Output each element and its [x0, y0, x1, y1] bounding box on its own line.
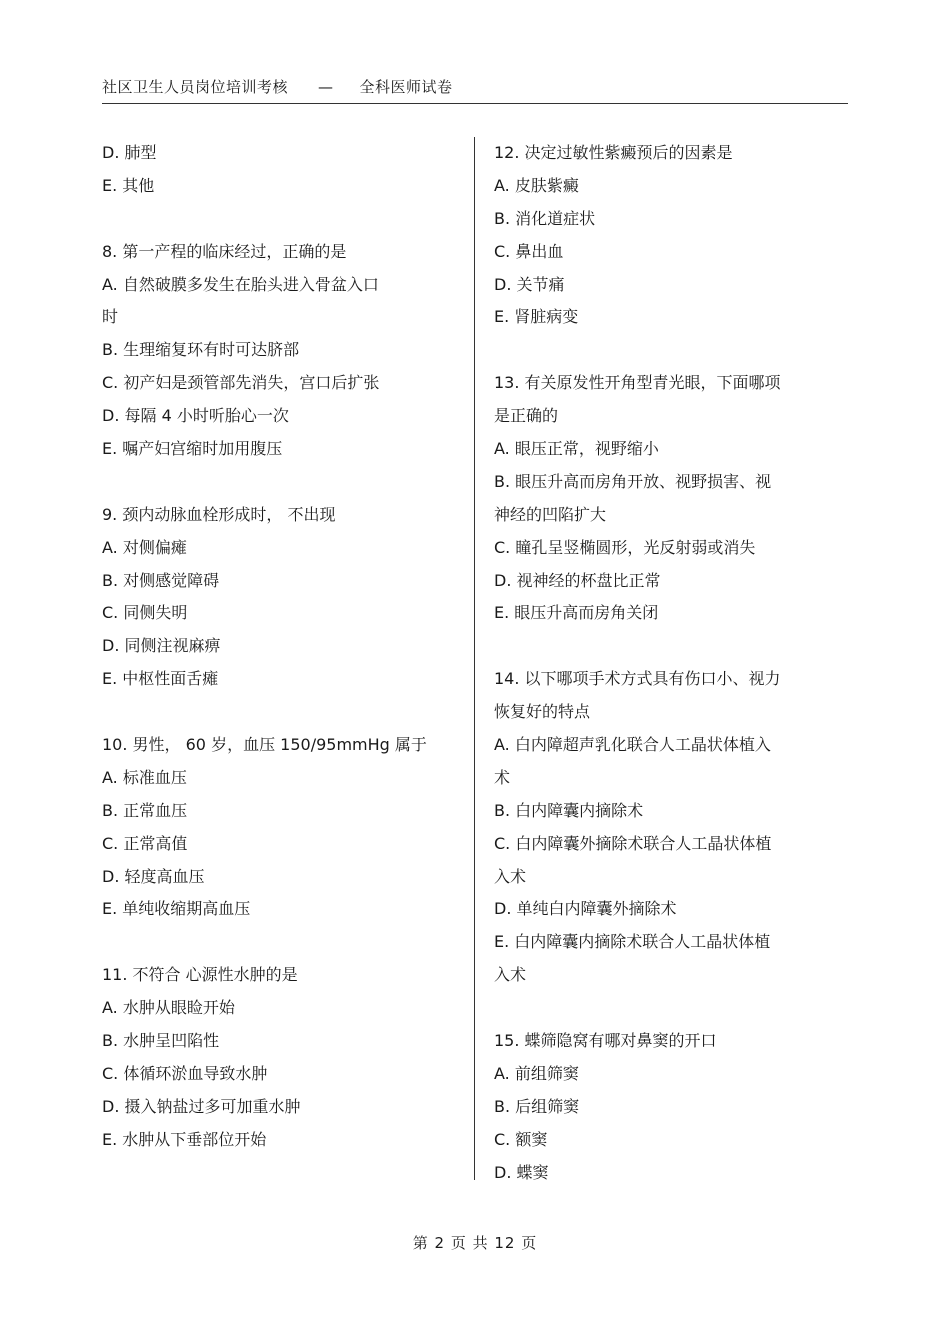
question-line: 术: [494, 767, 511, 787]
column-divider: [474, 137, 475, 1180]
question-line: B. 眼压升高而房角开放、视野损害、视: [494, 471, 772, 491]
header-rule: [102, 103, 848, 104]
question-line: A. 自然破膜多发生在胎头进入骨盆入口: [102, 274, 379, 294]
question-line: E. 单纯收缩期高血压: [102, 899, 251, 919]
question-line: 是正确的: [494, 406, 559, 426]
question-line: D. 蝶窦: [494, 1162, 549, 1182]
blank-spacer: [102, 926, 462, 959]
question-line: A. 水肿从眼睑开始: [102, 998, 235, 1018]
question-line: D. 轻度高血压: [102, 866, 205, 886]
question-line: 时: [102, 307, 119, 327]
question-line: E. 眼压升高而房角关闭: [494, 603, 659, 623]
question-line: C. 白内障囊外摘除术联合人工晶状体植: [494, 833, 772, 853]
question-line: 入术: [494, 965, 527, 985]
right-column: [494, 137, 824, 1190]
question-line: 神经的凹陷扩大: [494, 504, 607, 524]
question-line: C. 鼻出血: [494, 241, 564, 261]
question-line: C. 正常高值: [102, 833, 188, 853]
question-line: C. 瞳孔呈竖椭圆形，光反射弱或消失: [494, 537, 756, 557]
question-line: A. 白内障超声乳化联合人工晶状体植入: [494, 735, 771, 755]
question-line: C. 同侧失明: [102, 603, 188, 623]
question-line: 15. 蝶筛隐窝有哪对鼻窦的开口: [494, 1031, 717, 1051]
question-line: E. 白内障囊内摘除术联合人工晶状体植: [494, 932, 771, 952]
question-line: B. 后组筛窦: [494, 1096, 580, 1116]
question-line: C. 体循环淤血导致水肿: [102, 1063, 268, 1083]
question-line: 11. 不符合 心源性水肿的是: [102, 965, 298, 985]
blank-spacer: [102, 696, 462, 729]
question-line: 12. 决定过敏性紫癜预后的因素是: [494, 143, 733, 162]
question-line: 9. 颈内动脉血栓形成时， 不出现: [102, 504, 336, 524]
question-line: E. 中枢性面舌瘫: [102, 669, 219, 689]
page-header: [102, 76, 848, 97]
question-line: 恢复好的特点: [494, 702, 591, 722]
question-line: D. 视神经的杯盘比正常: [494, 570, 661, 590]
question-line: C. 初产妇是颈管部先消失，宫口后扩张: [102, 373, 380, 393]
question-line: D. 摄入钠盐过多可加重水肿: [102, 1096, 301, 1116]
question-line: A. 皮肤紫癜: [494, 175, 579, 195]
question-line: D. 关节痛: [494, 274, 565, 294]
question-line: 14. 以下哪项手术方式具有伤口小、视力: [494, 669, 781, 689]
header-dash: —: [318, 78, 334, 96]
question-line: B. 对侧感觉障碍: [102, 570, 220, 590]
question-line: A. 前组筛窦: [494, 1063, 579, 1083]
question-line: B. 正常血压: [102, 800, 188, 820]
question-line: E. 其他: [102, 175, 155, 195]
blank-spacer: [102, 466, 462, 499]
blank-spacer: [494, 630, 824, 663]
blank-spacer: [494, 992, 824, 1025]
blank-spacer: [494, 334, 824, 367]
question-line: 13. 有关原发性开角型青光眼，下面哪项: [494, 373, 781, 393]
header-org-title: 社区卫生人员岗位培训考核: [102, 78, 289, 96]
question-line: D. 肺型: [102, 143, 157, 162]
question-line: B. 消化道症状: [494, 208, 596, 228]
header-exam-title: 全科医师试卷: [359, 78, 453, 96]
question-line: D. 单纯白内障囊外摘除术: [494, 899, 677, 919]
question-line: A. 标准血压: [102, 767, 187, 787]
blank-spacer: [102, 203, 462, 236]
question-line: B. 水肿呈凹陷性: [102, 1031, 220, 1051]
question-line: D. 每隔 4 小时听胎心一次: [102, 406, 289, 426]
question-line: 8. 第一产程的临床经过，正确的是: [102, 241, 347, 261]
question-line: E. 水肿从下垂部位开始: [102, 1129, 267, 1149]
question-line: C. 额窦: [494, 1129, 548, 1149]
question-line: B. 白内障囊内摘除术: [494, 800, 644, 820]
question-line: A. 对侧偏瘫: [102, 537, 187, 557]
question-line: A. 眼压正常，视野缩小: [494, 439, 659, 459]
question-line: E. 肾脏病变: [494, 307, 579, 327]
page-footer: 第 2 页 共 12 页: [412, 1234, 538, 1252]
question-line: D. 同侧注视麻痹: [102, 636, 221, 656]
question-line: 入术: [494, 866, 527, 886]
left-column: [102, 137, 462, 1157]
question-line: B. 生理缩复环有时可达脐部: [102, 340, 300, 360]
question-line: 10. 男性， 60 岁，血压 150/95mmHg 属于: [102, 735, 427, 755]
question-line: E. 嘱产妇宫缩时加用腹压: [102, 439, 283, 459]
